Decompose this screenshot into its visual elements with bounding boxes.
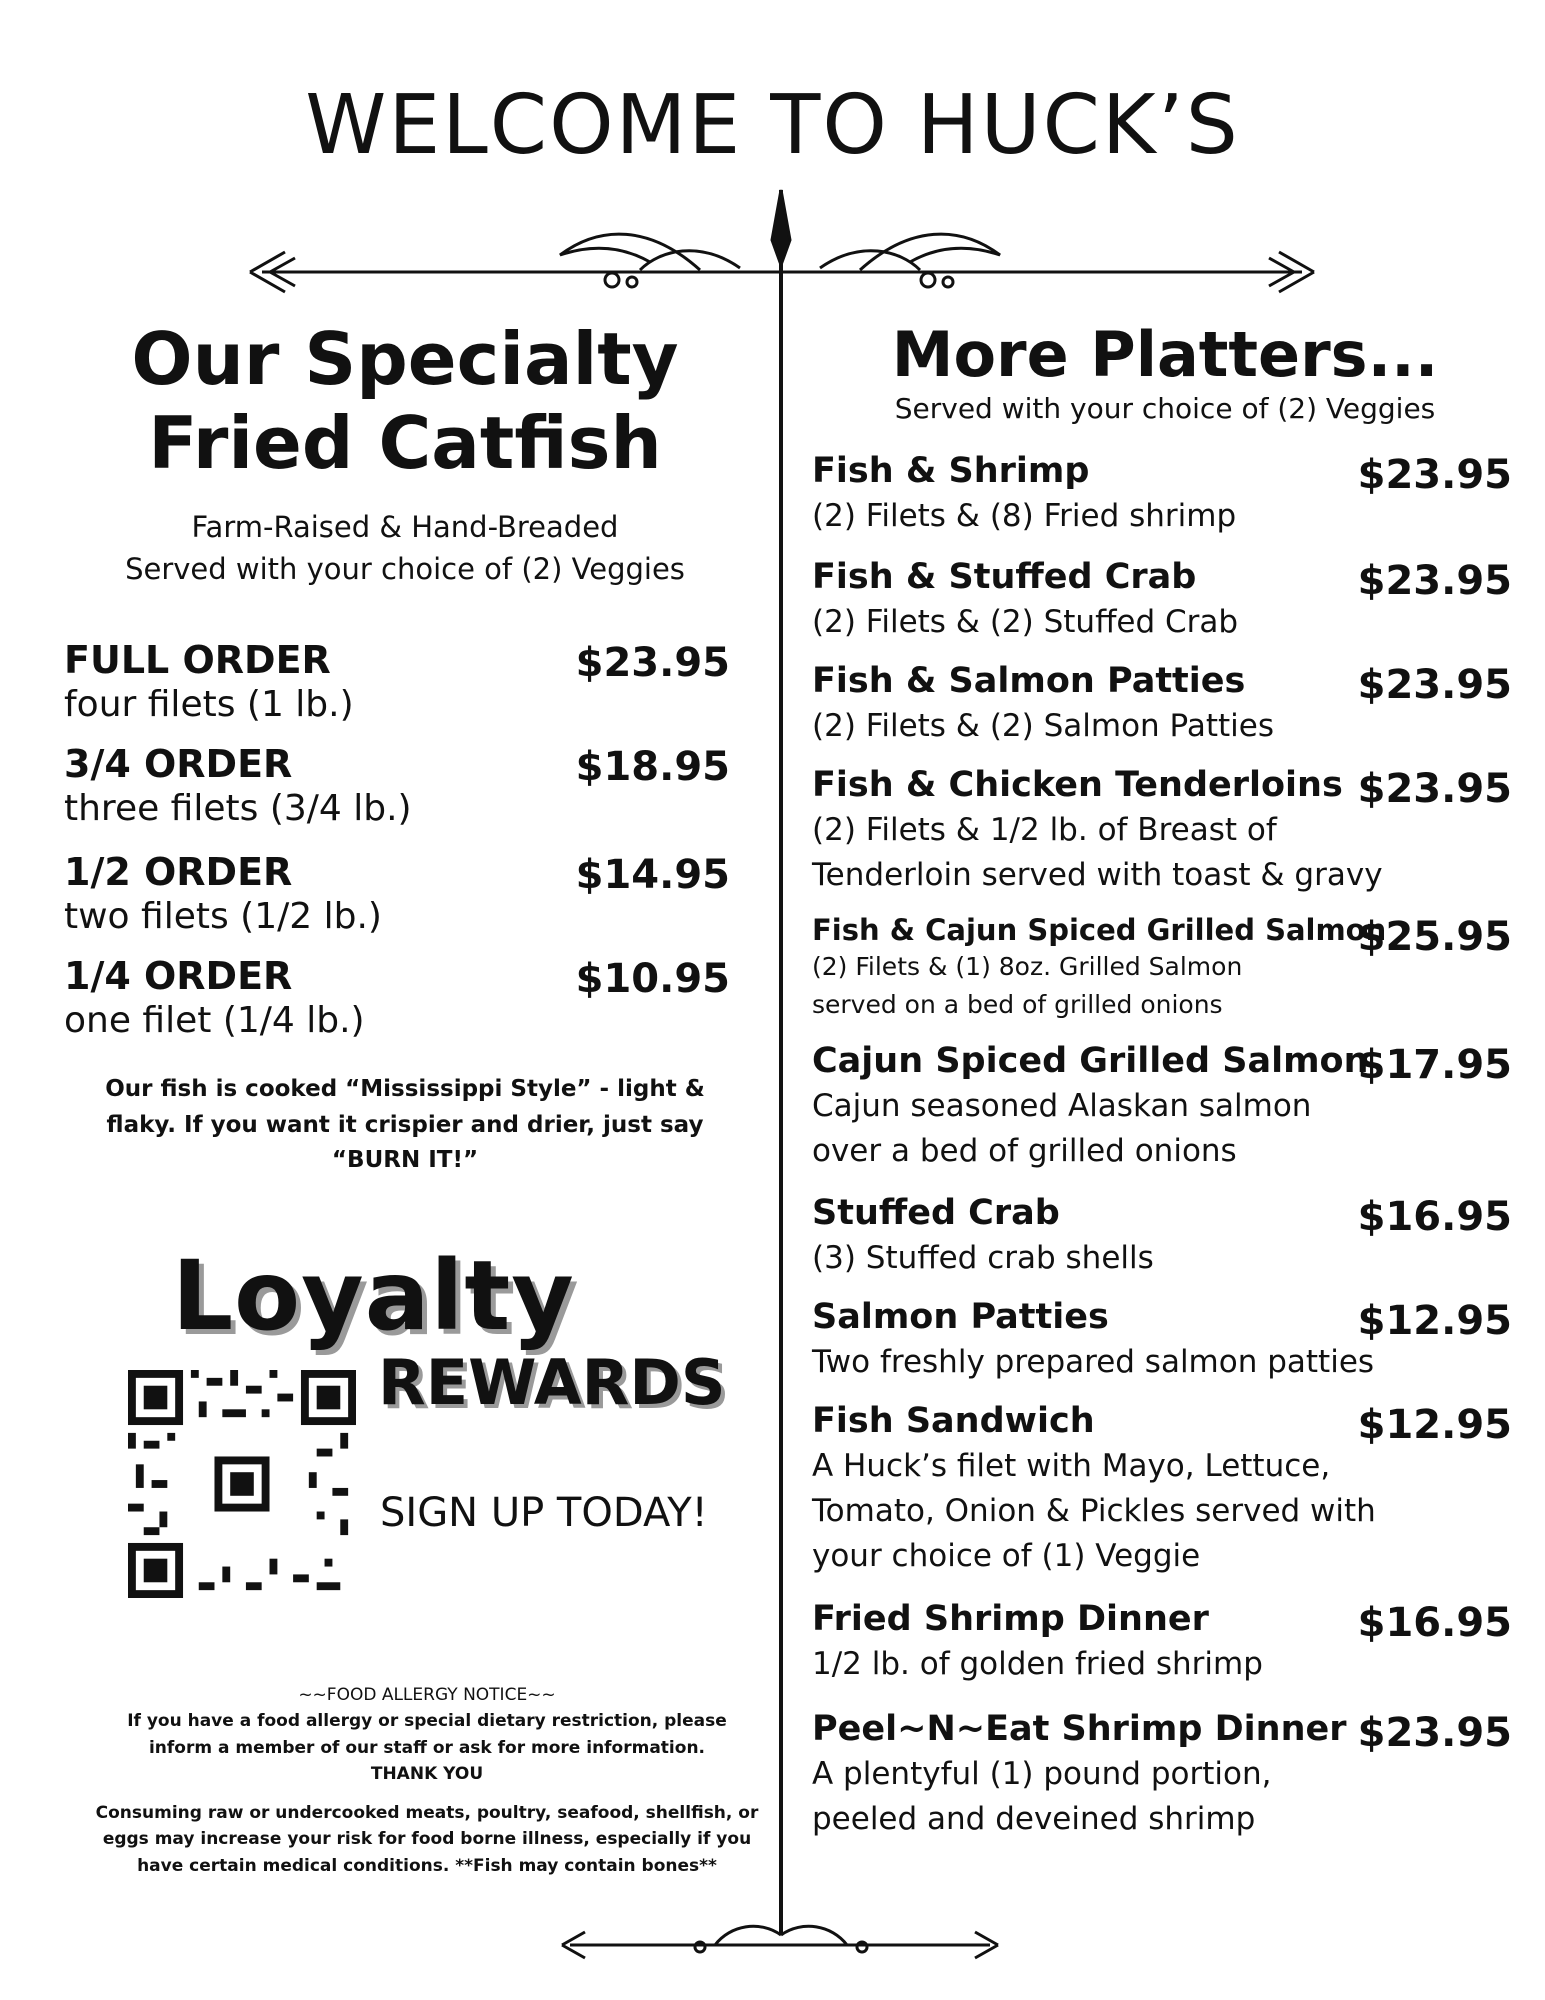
menu-item-desc: peeled and deveined shrimp [812, 1800, 1256, 1837]
menu-item-name: Peel~N~Eat Shrimp Dinner [812, 1709, 1347, 1749]
specialty-subtitle [40, 506, 770, 590]
platters-heading: More Platters... [891, 318, 1439, 391]
menu-item-price: $23.95 [1357, 452, 1512, 498]
order-row [64, 956, 730, 1043]
menu-item-name: Fish & Chicken Tenderloins [812, 765, 1343, 805]
order-name: FULL ORDER [64, 638, 331, 682]
platters-subtitle: Served with your choice of (2) Veggies [894, 392, 1436, 425]
menu-item-desc: (2) Filets & (2) Salmon Patties [812, 707, 1274, 744]
menu-item-desc: A Huck’s filet with Mayo, Lettuce, [812, 1447, 1331, 1484]
menu-item-name: Fish & Cajun Spiced Grilled Salmon [812, 913, 1387, 947]
rewards-heading: REWARDS [378, 1346, 726, 1419]
menu-item-desc: Tomato, Onion & Pickles served with [812, 1492, 1376, 1529]
specialty-heading-line1: Our Specialty [131, 317, 679, 401]
menu-item-price: $23.95 [1357, 1710, 1512, 1756]
order-price: $10.95 [575, 956, 730, 1002]
column-divider [779, 190, 783, 1935]
consumption-warning-line: Consuming raw or undercooked meats, poultry, seafood, shellfish, or [95, 1803, 759, 1823]
menu-item-desc: over a bed of grilled onions [812, 1132, 1237, 1169]
menu-item-price: $25.95 [1357, 914, 1512, 960]
menu-item [812, 660, 1512, 749]
menu-item-desc: (2) Filets & (2) Stuffed Crab [812, 603, 1239, 640]
menu-item-desc: (3) Stuffed crab shells [812, 1239, 1154, 1276]
consumption-warning-line: have certain medical conditions. **Fish may contain bones** [137, 1855, 717, 1876]
menu-item [812, 1708, 1512, 1842]
menu-item-price: $17.95 [1357, 1042, 1512, 1088]
specialty-subtitle-line2: Served with your choice of (2) Veggies [125, 552, 685, 587]
menu-item-desc: Two freshly prepared salmon patties [812, 1343, 1375, 1380]
order-row [64, 852, 730, 939]
menu-item-name: Fish Sandwich [812, 1401, 1095, 1441]
signup-cta[interactable]: SIGN UP TODAY! [380, 1490, 708, 1536]
menu-item [812, 1400, 1512, 1579]
order-desc: four filets (1 lb.) [64, 683, 354, 725]
menu-item-desc: Cajun seasoned Alaskan salmon [812, 1087, 1312, 1124]
allergy-notice-line: inform a member of our staff or ask for more information. [148, 1737, 706, 1758]
menu-item [812, 912, 1512, 1023]
menu-item-desc: (2) Filets & (1) 8oz. Grilled Salmon [812, 952, 1243, 982]
menu-item-desc: 1/2 lb. of golden fried shrimp [812, 1645, 1263, 1682]
consumption-warning [92, 1800, 762, 1879]
allergy-notice-title: ~~FOOD ALLERGY NOTICE~~ [298, 1685, 556, 1705]
menu-item-name: Salmon Patties [812, 1297, 1109, 1337]
menu-item-desc: (2) Filets & (8) Fried shrimp [812, 497, 1237, 534]
menu-item-name: Fish & Stuffed Crab [812, 557, 1197, 597]
menu-item [812, 1040, 1512, 1174]
menu-item-price: $23.95 [1357, 766, 1512, 812]
menu-item-desc: your choice of (1) Veggie [812, 1537, 1201, 1574]
cooking-note [80, 1072, 730, 1179]
menu-item-name: Cajun Spiced Grilled Salmon [812, 1041, 1369, 1081]
menu-item-name: Fish & Salmon Patties [812, 661, 1246, 701]
order-row [64, 640, 730, 727]
menu-item-name: Stuffed Crab [812, 1193, 1060, 1233]
cooking-note-line: “BURN IT!” [331, 1147, 479, 1174]
menu-item [812, 764, 1512, 898]
order-price: $23.95 [575, 640, 730, 686]
menu-item-desc: A plentyful (1) pound portion, [812, 1755, 1272, 1792]
order-price: $18.95 [575, 744, 730, 790]
menu-item-desc: Tenderloin served with toast & gravy [812, 856, 1383, 893]
menu-item-price: $12.95 [1357, 1298, 1512, 1344]
allergy-notice [92, 1682, 762, 1787]
order-price: $14.95 [575, 852, 730, 898]
cooking-note-line: flaky. If you want it crispier and drier, just say [106, 1111, 704, 1138]
allergy-notice-line: If you have a food allergy or special dietary restriction, please [127, 1711, 727, 1732]
order-desc: three filets (3/4 lb.) [64, 787, 412, 829]
order-name: 3/4 ORDER [64, 742, 293, 786]
menu-item-price: $12.95 [1357, 1402, 1512, 1448]
menu-item [812, 1296, 1512, 1385]
specialty-subtitle-line1: Farm-Raised & Hand-Breaded [191, 510, 619, 544]
menu-item-price: $16.95 [1357, 1600, 1512, 1646]
menu-item [812, 450, 1512, 539]
menu-item-price: $23.95 [1357, 558, 1512, 604]
loyalty-heading: Loyalty [172, 1240, 575, 1352]
page-title: WELCOME TO HUCK’S [305, 78, 1240, 173]
order-desc: one filet (1/4 lb.) [64, 999, 365, 1041]
consumption-warning-line: eggs may increase your risk for food borne illness, especially if you [102, 1829, 752, 1850]
order-name: 1/4 ORDER [64, 954, 293, 998]
qr-code-icon[interactable] [128, 1370, 356, 1598]
order-desc: two filets (1/2 lb.) [64, 895, 382, 937]
menu-item-name: Fried Shrimp Dinner [812, 1599, 1209, 1639]
menu-item-price: $16.95 [1357, 1194, 1512, 1240]
order-name: 1/2 ORDER [64, 850, 293, 894]
allergy-notice-line: THANK YOU [370, 1764, 484, 1785]
menu-item-price: $23.95 [1357, 662, 1512, 708]
specialty-heading [40, 318, 770, 485]
order-row [64, 744, 730, 831]
cooking-note-line: Our fish is cooked “Mississippi Style” - light & [105, 1076, 705, 1102]
menu-item-desc: served on a bed of grilled onions [812, 989, 1223, 1019]
menu-item-name: Fish & Shrimp [812, 451, 1090, 491]
menu-item [812, 556, 1512, 645]
specialty-heading-line2: Fried Catfish [148, 400, 662, 485]
menu-item [812, 1598, 1512, 1687]
menu-item [812, 1192, 1512, 1281]
menu-item-desc: (2) Filets & 1/2 lb. of Breast of [812, 811, 1277, 848]
